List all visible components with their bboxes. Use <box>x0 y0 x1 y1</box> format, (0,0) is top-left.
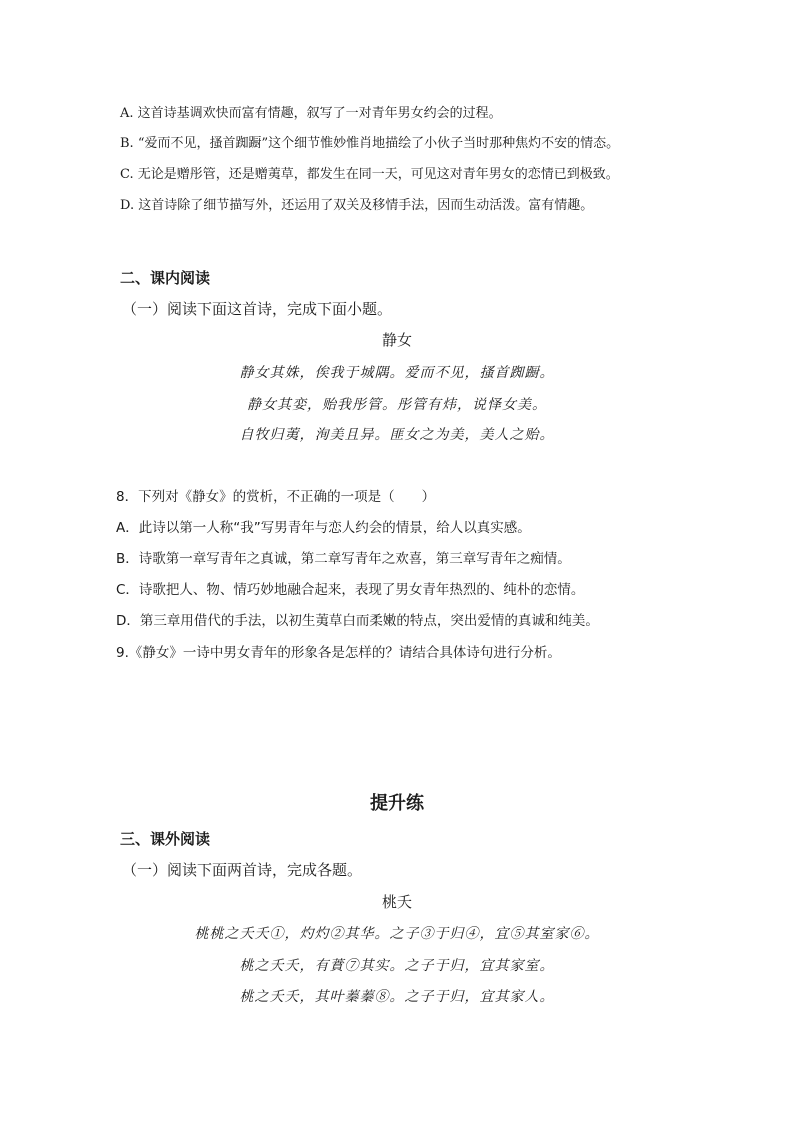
poem-title-jingnv: 静女 <box>381 331 412 349</box>
poem-line: 静女其姝，俟我于城隅。爱而不见，搔首踟蹰。 <box>239 365 555 381</box>
practice-title: 提升练 <box>370 793 424 814</box>
poem-title-taoyao: 桃夭 <box>381 893 412 911</box>
option-c: C. 无论是赠彤管，还是赠荑草，都发生在同一天，可见这对青年男女的恋情已到极致。 <box>120 167 619 182</box>
question-8-option-c: C．诗歌把人、物、情巧妙地融合起来，表现了男女青年热烈的、纯朴的恋情。 <box>116 582 585 598</box>
poem-line: 自牧归荑，洵美且异。匪女之为美，美人之贻。 <box>239 427 555 443</box>
poem-line: 桃桃之夭夭①，灼灼②其华。之子③于归④，宜⑤其室家⑥。 <box>194 926 600 942</box>
section-heading-in-class-reading: 二、课内阅读 <box>120 269 211 287</box>
question-9: 9.《静女》一诗中男女青年的形象各是怎样的？请结合具体诗句进行分析。 <box>116 645 561 661</box>
section-heading-extra-reading: 三、课外阅读 <box>120 830 211 848</box>
poem-line: 桃之夭夭，有蕡⑦其实。之子于归，宜其家室。 <box>239 958 555 974</box>
section-instruction: （一）阅读下面两首诗，完成各题。 <box>122 861 363 879</box>
question-8: 8．下列对《静女》的赏析，不正确的一项是（ ） <box>116 489 436 505</box>
poem-line: 桃之夭夭，其叶蓁蓁⑧。之子于归，宜其家人。 <box>239 989 555 1005</box>
question-8-option-b: B．诗歌第一章写青年之真诚，第二章写青年之欢喜，第三章写青年之痴情。 <box>116 551 571 567</box>
option-b: B. “爱而不见，搔首踟蹰”这个细节惟妙惟肖地描绘了小伙子当时那种焦灼不安的情态。 <box>120 136 620 151</box>
option-a: A. 这首诗基调欢快而富有情趣，叙写了一对青年男女约会的过程。 <box>120 106 502 121</box>
poem-line: 静女其娈，贻我彤管。彤管有炜，说怿女美。 <box>247 397 547 413</box>
section-instruction: （一）阅读下面这首诗，完成下面小题。 <box>122 300 393 318</box>
question-8-option-d: D．第三章用借代的手法，以初生荑草白而柔嫩的特点，突出爱情的真诚和纯美。 <box>116 613 599 629</box>
option-d: D. 这首诗除了细节描写外，还运用了双关及移情手法，因而生动活泼。富有情趣。 <box>120 198 594 213</box>
question-8-option-a: A．此诗以第一人称“我”写男青年与恋人约会的情景，给人以真实感。 <box>116 520 531 536</box>
